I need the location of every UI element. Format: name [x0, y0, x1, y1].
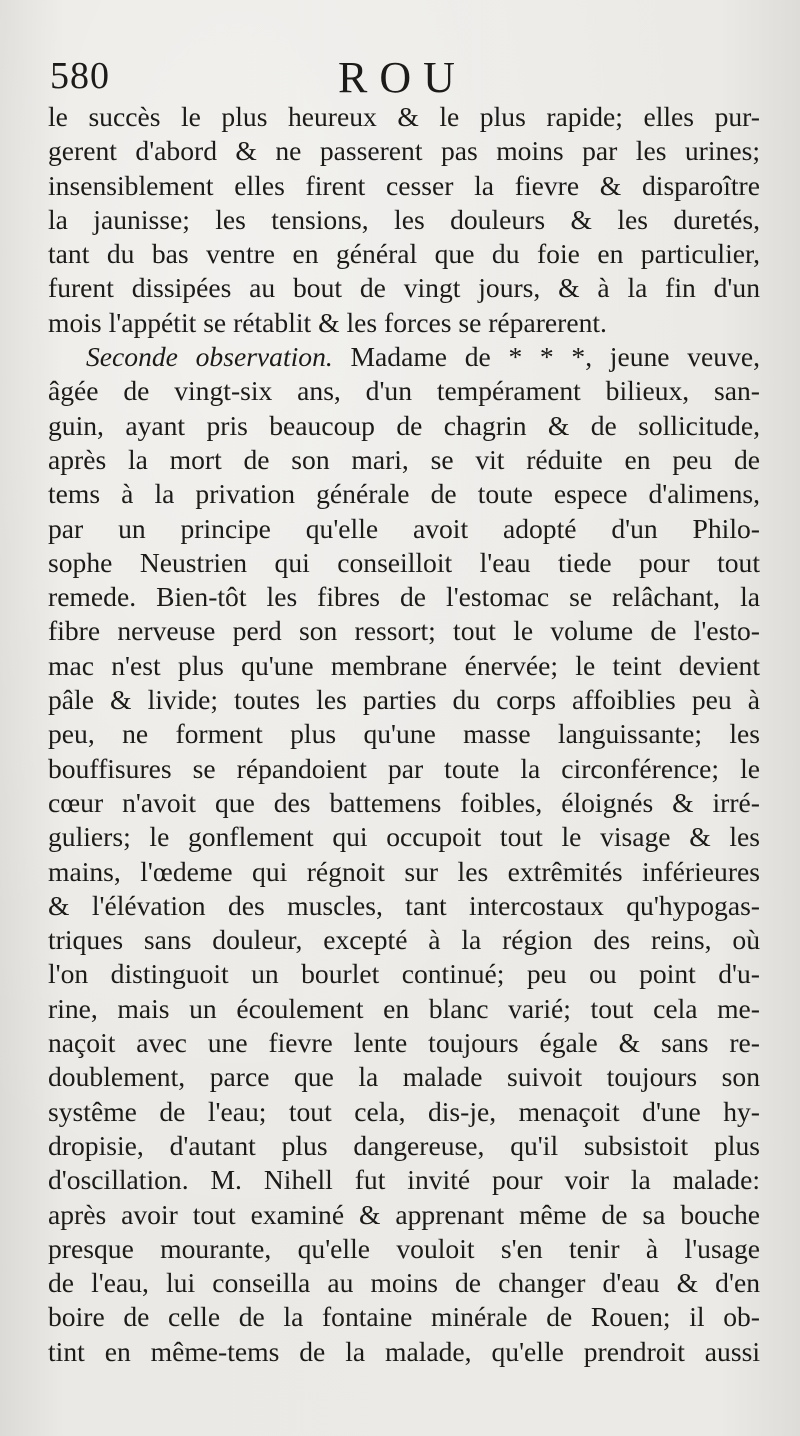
- text-line: tint en même-tems de la malade, qu'elle prendroit aussi: [48, 1335, 760, 1367]
- text-line: sophe Neustrien qui conseilloit l'eau tiede pour tout: [48, 546, 760, 578]
- text-line: naçoit avec une fievre lente toujours égale & sans re-: [48, 1027, 760, 1059]
- text-line: tant du bas ventre en général que du foie en particulier,: [48, 238, 760, 270]
- text-line: mois l'appétit se rétablit & les forces se réparerent.: [48, 306, 607, 338]
- text-line: guin, ayant pris beaucoup de chagrin & de sollicitude,: [48, 409, 760, 441]
- running-head: ROU: [338, 53, 467, 102]
- text-line: guliers; le gonflement qui occupoit tout le visage & les: [48, 821, 760, 853]
- text-line: mac n'est plus qu'une membrane énervée; le teint devient: [48, 649, 760, 681]
- observation-intro: Madame de * * *, jeune veuve,: [332, 341, 761, 373]
- page-number: 580: [50, 55, 110, 97]
- text-line: après la mort de son mari, se vit réduite en peu de: [48, 443, 760, 475]
- text-line: âgée de vingt-six ans, d'un tempérament bilieux, san-: [48, 375, 760, 407]
- text-line: boire de celle de la fontaine minérale de Rouen; il ob-: [48, 1301, 760, 1333]
- text-line: triques sans douleur, excepté à la région des reins, où: [48, 924, 760, 956]
- text-line: dropisie, d'autant plus dangereuse, qu'il subsistoit plus: [48, 1129, 760, 1161]
- text-line: gerent d'abord & ne passerent pas moins par les urines;: [48, 135, 760, 167]
- text-line: bouffisures se répandoient par toute la circonférence; le: [48, 752, 760, 784]
- text-line: la jaunisse; les tensions, les douleurs & les duretés,: [48, 203, 760, 235]
- body-text: [48, 100, 760, 1369]
- observation-title: Seconde observation.: [86, 341, 333, 373]
- text-line: après avoir tout examiné & apprenant même de sa bouche: [48, 1198, 760, 1230]
- observation-heading-line: [48, 340, 760, 374]
- text-line: rine, mais un écoulement en blanc varié; tout cela me-: [48, 992, 760, 1024]
- text-line: par un principe qu'elle avoit adopté d'un Philo-: [48, 512, 760, 544]
- text-line: & l'élévation des muscles, tant intercostaux qu'hypogas-: [48, 889, 760, 921]
- text-line: le succès le plus heureux & le plus rapide; elles pur-: [48, 101, 760, 132]
- text-line: peu, ne forment plus qu'une masse languissante; les: [48, 718, 760, 750]
- text-line: presque mourante, qu'elle vouloit s'en tenir à l'usage: [48, 1232, 760, 1264]
- text-line: doublement, parce que la malade suivoit toujours son: [48, 1061, 760, 1093]
- page-header: [38, 52, 768, 104]
- text-line: insensiblement elles firent cesser la fievre & disparoître: [48, 169, 760, 201]
- text-line: tems à la privation générale de toute espece d'alimens,: [48, 478, 760, 510]
- text-line: systême de l'eau; tout cela, dis-je, menaçoit d'une hy-: [48, 1095, 760, 1127]
- text-line: de l'eau, lui conseilla au moins de changer d'eau & d'en: [48, 1267, 760, 1299]
- text-line: furent dissipées au bout de vingt jours, & à la fin d'un: [48, 272, 760, 304]
- text-line: d'oscillation. M. Nihell fut invité pour voir la malade:: [48, 1164, 760, 1196]
- text-line: cœur n'avoit que des battemens foibles, éloignés & irré-: [48, 786, 760, 818]
- text-line: fibre nerveuse perd son ressort; tout le volume de l'esto-: [48, 615, 760, 647]
- text-line: mains, l'œdeme qui régnoit sur les extrêmités inférieures: [48, 855, 760, 887]
- text-line: l'on distinguoit un bourlet continué; peu ou point d'u-: [48, 958, 760, 990]
- text-line: pâle & livide; toutes les parties du corps affoiblies peu à: [48, 684, 760, 716]
- text-line: remede. Bien-tôt les fibres de l'estomac se relâchant, la: [48, 581, 760, 613]
